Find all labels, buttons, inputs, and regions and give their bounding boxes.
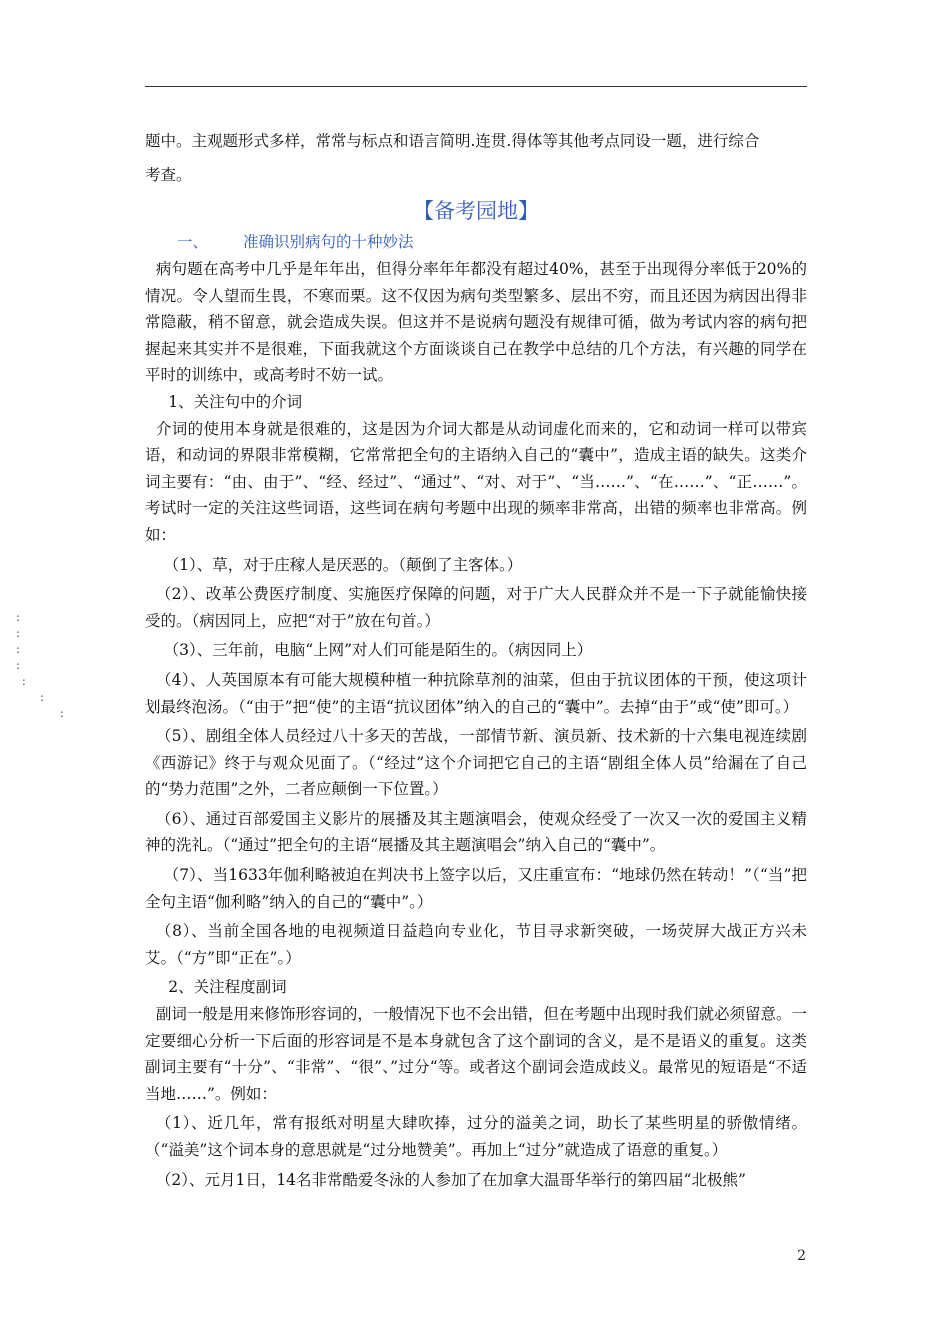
paragraph: 病句题在高考中几乎是年年出，但得分率年年都没有超过40%，甚至于出现得分率低于20%的情况。令人望而生畏，不寒而栗。这不仅因为病句类型繁多、层出不穷，而且还因为病因出得非常隐蔽，稍不留意，就会造成失误。但这并不是说病句题没有规律可循，做为考试内容的病句把握起来其实并不是很难，下面我就这个方面谈谈自己在教学中总结的几个方法，有兴趣的同学在平时的训练中，或高考时不妨一试。 bbox=[145, 260, 807, 385]
paragraph: （2）、元月1日，14名非常酷爱冬泳的人参加了在加拿大温哥华举行的第四届“北极熊” bbox=[155, 1170, 746, 1189]
paragraph: 介词的使用本身就是很难的，这是因为介词大都是从动词虚化而来的，它和动词一样可以带宾语，和动词的界限非常模糊，它常常把全句的主语纳入自己的“囊中”，造成主语的缺失。这类介词主要有：“由、由于”、“经、经过”、“通过”、“对、对于”、“当……”、“在……”、“正……”。考试时一定的关注这些词语，这些词在病句考题中出现的频率非常高，出错的频率也非常高。例如： bbox=[145, 419, 807, 544]
margin-marks bbox=[14, 610, 74, 722]
intro-line: 考查。 bbox=[145, 166, 192, 184]
paragraph: 2、关注程度副词 bbox=[168, 978, 287, 997]
paragraph: （4）、人英国原本有可能大规模种植一种抗除草剂的油菜，但由于抗议团体的干预，使这项计划最终泡汤。（“由于”把“使”的主语“抗议团体”纳入的自己的“囊中”。去掉“由于”或“使”即可。） bbox=[145, 670, 807, 716]
paragraph: 1、关注句中的介词 bbox=[168, 392, 303, 411]
paragraph: （1）、近几年，常有报纸对明星大肆吹捧，过分的溢美之词，助长了某些明星的骄傲情绪。（“溢美”这个词本身的意思就是“过分地赞美”。再加上“过分”就造成了语意的重复。） bbox=[145, 1114, 807, 1159]
paragraph: （8）、当前全国各地的电视频道日益趋向专业化，节目寻求新突破，一场荧屏大战正方兴未艾。（“方”即“正在”。） bbox=[145, 922, 807, 967]
header-rule bbox=[145, 86, 807, 87]
paragraph: （3）、三年前，电脑“上网”对人们可能是陌生的。（病因同上） bbox=[163, 641, 593, 660]
margin-mark: : bbox=[16, 627, 20, 640]
margin-mark: : bbox=[16, 611, 20, 624]
paragraph: （2）、改革公费医疗制度、实施医疗保障的问题，对于广大人民群众并不是一下子就能愉快接受的。（病因同上，应把“对于”放在句首。） bbox=[145, 585, 807, 630]
paragraph: （6）、通过百部爱国主义影片的展播及其主题演唱会，使观众经受了一次又一次的爱国主义精神的洗礼。（“通过”把全句的主语“展播及其主题演唱会”纳入自己的“囊中”。 bbox=[145, 809, 807, 855]
document-body bbox=[145, 124, 807, 1193]
margin-mark: : bbox=[16, 643, 20, 656]
margin-mark: : bbox=[60, 707, 64, 720]
subheading-number: 一、 bbox=[177, 233, 209, 251]
paragraph: 副词一般是用来修饰形容词的，一般情况下也不会出错，但在考题中出现时我们就必须留意。一定要细心分析一下后面的形容词是不是本身就包含了这个副词的含义，是不是语义的重复。这类副词主要有“十分”、“非常”、“很”、”过分“等。或者这个副词会造成歧义。最常见的短语是“不适当地……”。例如： bbox=[145, 1005, 807, 1103]
paragraph: （7）、当1633年伽利略被迫在判决书上签字以后，又庄重宣布：“地球仍然在转动！”（“当”把全句主语“伽利略”纳入的自己的“囊中”。） bbox=[145, 866, 807, 911]
paragraph: （1）、草，对于庄稼人是厌恶的。（颠倒了主客体。） bbox=[163, 555, 523, 574]
paragraph: （5）、剧组全体人员经过八十多天的苦战，一部情节新、演员新、技术新的十六集电视连续剧《西游记》终于与观众见面了。（“经过”这个介词把它自己的主语“剧组全体人员”给漏在了自己的“势力范围”之外，二者应颠倒一下位置。） bbox=[145, 727, 807, 799]
subheading-text: 准确识别病句的十种妙法 bbox=[243, 233, 414, 251]
margin-mark: : bbox=[22, 675, 26, 688]
section-title: 【备考园地】 bbox=[413, 199, 539, 223]
intro-line: 题中。主观题形式多样，常常与标点和语言简明.连贯.得体等其他考点同设一题，进行综合 bbox=[145, 132, 760, 150]
paragraph-list bbox=[145, 256, 807, 1193]
margin-mark: : bbox=[16, 659, 20, 672]
subheading bbox=[145, 228, 807, 256]
margin-mark: : bbox=[40, 691, 44, 704]
page-number: 2 bbox=[797, 1248, 806, 1264]
